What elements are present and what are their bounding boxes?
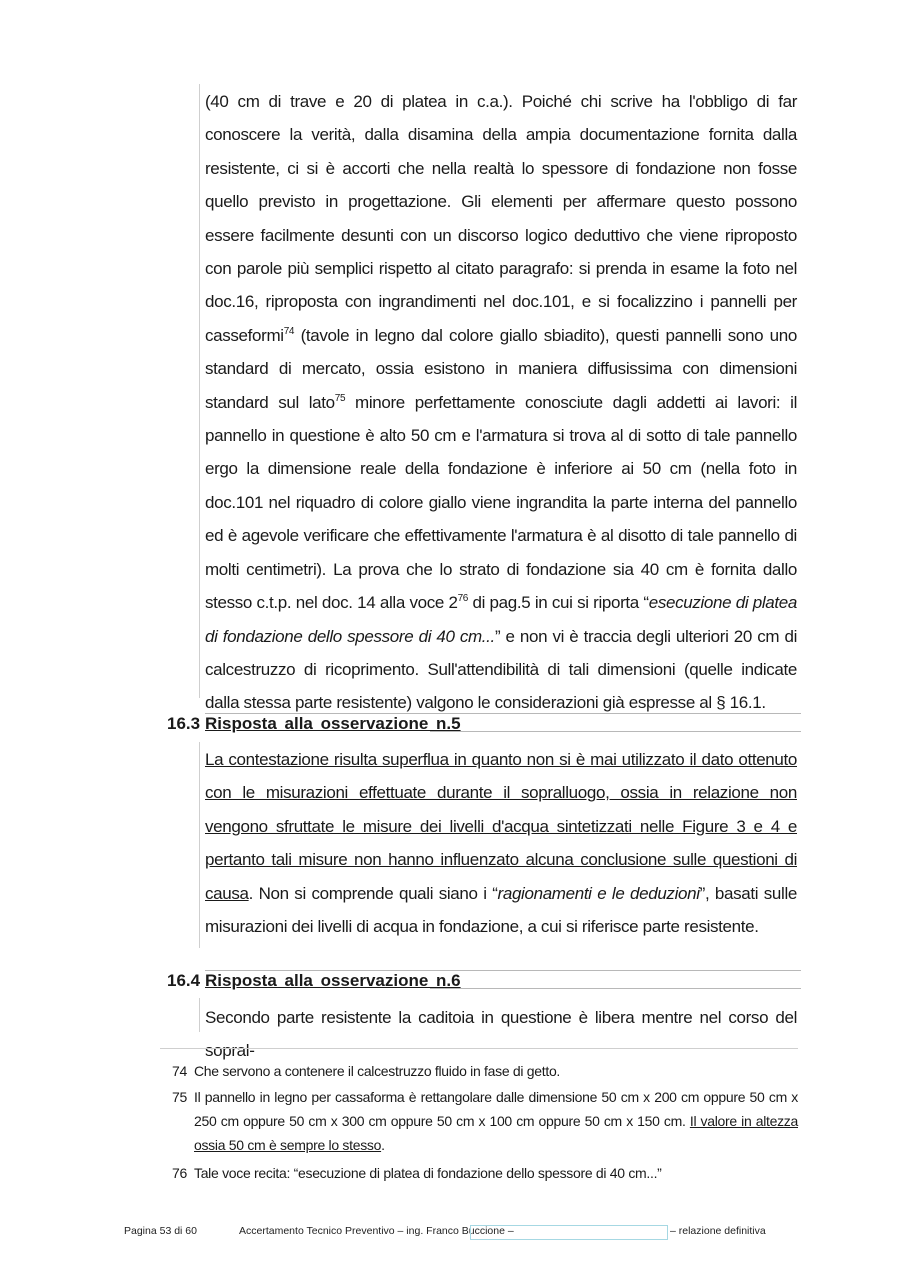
section-16-4-paragraph [205, 1001, 797, 1068]
footnote-number: 75 [172, 1089, 187, 1105]
paragraph-text: ”, basati sulle misurazioni dei livelli di acqua in fondazione, a cui si riferisce parte resistente. [205, 883, 797, 937]
paragraph-text: (40 cm di trave e 20 di platea in c.a.). Poiché chi scrive ha l'obbligo di far conoscere la verità, dalla disamina della ampia documentazione fornita dalla resistente, ci si è accorti che nella realtà lo spessore di fondazione non fosse quello previsto in progettazione. Gli elementi per affermare questo possono essere facilmente desunti con un discorso logico deduttivo che viene riproposto con parole più semplici rispetto al citato paragrafo: si prenda in esame la foto nel doc.16, riproposta con ingrandimenti nel doc.101, e si focalizzino i pannelli per casseformi [205, 92, 797, 345]
margin-line [199, 742, 200, 948]
paragraph-text: . Non si comprende quali siano i “ [248, 883, 498, 903]
footnote-text: Tale voce recita: “esecuzione di platea di fondazione dello spessore di 40 cm...” [194, 1165, 662, 1181]
quoted-text: ragionamenti e le deduzioni [497, 883, 700, 903]
footnote-text-wrap [194, 1085, 798, 1157]
paragraph-text: (tavole in legno dal colore giallo sbiadito), questi pannelli sono uno standard di mercato, ossia esistono in maniera diffusissima con dimensioni standard sul lato [205, 325, 797, 412]
underlined-text: Il valore in altezza ossia 50 cm è sempre lo stesso [194, 1113, 798, 1153]
footnote-ref: 75 [334, 392, 346, 404]
footnote-separator [160, 1048, 798, 1049]
quoted-text: esecuzione di platea di fondazione dello spessore di 40 cm... [205, 593, 797, 646]
section-16-3-paragraph [205, 743, 797, 943]
footnote [172, 1059, 798, 1083]
paragraph-text: minore perfettamente conosciute dagli addetti ai lavori: il pannello in questione è alto 50 cm e l'armatura si trova al di sotto di tale pannello ergo la dimensione reale della fondazione è inferiore ai 50 cm (nella foto in doc.101 nel riquadro di colore giallo viene ingrandita la parte interna del pannello ed è agevole verificare che effettivamente l'armatura è al disotto di tale pannello di molti centimetri). La prova che lo strato di fondazione sia 40 cm è fornita dallo stesso c.t.p. nel doc. 14 alla voce 2 [205, 392, 797, 613]
footer-redacted-field [470, 1225, 668, 1240]
section-title: Risposta alla osservazione n.5 [205, 714, 461, 733]
margin-line [199, 84, 200, 698]
intro-paragraph [205, 85, 797, 720]
page-number: Pagina 53 di 60 [124, 1225, 197, 1237]
paragraph-text: ” e non vi è traccia degli ulteriori 20 cm di calcestruzzo di ricoprimento. Sull'attendibilità di tali dimensioni (quelle indicate dalla stessa parte resistente) valgono le considerazioni già espresse al § 16.1. [205, 626, 797, 713]
footnote-ref: 76 [457, 593, 469, 605]
footnote-text: Il pannello in legno per cassaforma è rettangolare dalle dimensione 50 cm x 200 cm oppure 50 cm x 250 cm oppure 50 cm x 300 cm oppure 50 cm x 100 cm oppure 50 cm x 150 cm. [194, 1089, 798, 1129]
paragraph-text: Secondo parte resistente la caditoia in questione è libera mentre nel corso del sopral- [205, 1008, 797, 1061]
footnote-text: . [381, 1137, 385, 1153]
underlined-text: La contestazione risulta superflua in quanto non si è mai utilizzato il dato ottenuto con le misurazioni effettuate durante il sopralluogo, ossia in relazione non vengono sfruttate le misure dei livelli d'acqua sintetizzati nelle Figure 3 e 4 e pertanto tali misure non hanno influenzato alcuna conclusione sulle questioni di causa [205, 750, 797, 903]
footer-suffix: – relazione definitiva [670, 1225, 766, 1237]
footnote-number: 76 [172, 1165, 187, 1181]
footnote-number: 74 [172, 1063, 187, 1079]
section-rule [430, 731, 801, 732]
footnote-text: Che servono a contenere il calcestruzzo fluido in fase di getto. [194, 1063, 561, 1079]
footnote [172, 1085, 798, 1157]
section-number: 16.3 [167, 714, 201, 733]
section-number: 16.4 [167, 971, 201, 990]
section-rule [430, 988, 801, 989]
margin-line [199, 998, 200, 1032]
footnote-ref: 74 [283, 325, 295, 337]
footnote [172, 1161, 798, 1185]
section-title: Risposta alla osservazione n.6 [205, 971, 461, 990]
paragraph-text: di pag.5 in cui si riporta “ [468, 593, 649, 613]
footer-title: Accertamento Tecnico Preventivo – ing. Franco Buccione – [239, 1225, 514, 1237]
